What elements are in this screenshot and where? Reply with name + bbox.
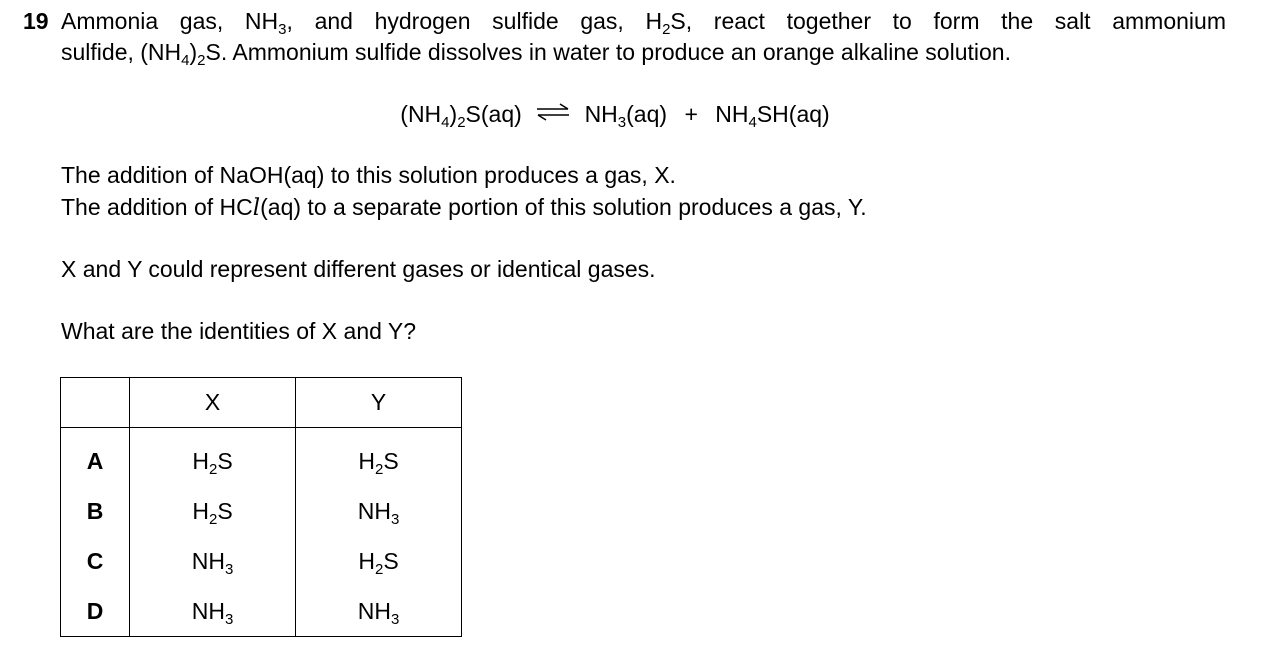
table-row [61,428,462,487]
paragraph-naoh: The addition of NaOH(aq) to this solution produces a gas, X. [61,162,676,188]
table-row [61,486,462,536]
paragraph-gases: X and Y could represent different gases or identical gases. [61,256,656,282]
question-intro [61,6,1226,68]
option-letter: D [61,586,130,637]
question-prompt: What are the identities of X and Y? [61,318,417,344]
option-x: $NH_3$ [130,536,296,586]
question-number: 19 [23,8,49,34]
option-y: $H_2S$ [296,428,462,487]
equation-reactant: $(NH_4)_2S(aq)$ [400,101,522,131]
equation-plus: + [684,101,698,127]
table-row [61,536,462,586]
answer-table [60,377,462,637]
equation-product-1: $NH_3(aq)$ [584,101,668,131]
equilibrium-equation [0,99,1230,130]
option-y: $NH_3$ [296,586,462,637]
equation-product-2: $NH_4SH(aq)$ [715,101,830,131]
intro-line-2: sulfide, $(NH_4)_2S$. Ammonium sulfide dissolves in water to produce an orange alkaline solution. [61,39,1011,69]
equilibrium-arrow-icon [536,103,570,121]
option-letter: A [61,428,130,487]
option-y: $NH_3$ [296,486,462,536]
table-header-row [61,378,462,428]
option-x: $NH_3$ [130,586,296,637]
option-x: $H_2S$ [130,486,296,536]
table-row [61,586,462,637]
option-letter: B [61,486,130,536]
intro-line-1: Ammonia gas, $NH_3$, and hydrogen sulfide gas, $H_2S$, react together to form the salt ammonium [61,8,1226,38]
header-x: X [130,378,296,428]
option-x: $H_2S$ [130,428,296,487]
header-blank-cell [61,378,130,428]
option-y: $H_2S$ [296,536,462,586]
paragraph-hcl: The addition of HCl(aq) to a separate portion of this solution produces a gas, Y. [61,194,867,221]
header-y: Y [296,378,462,428]
option-letter: C [61,536,130,586]
